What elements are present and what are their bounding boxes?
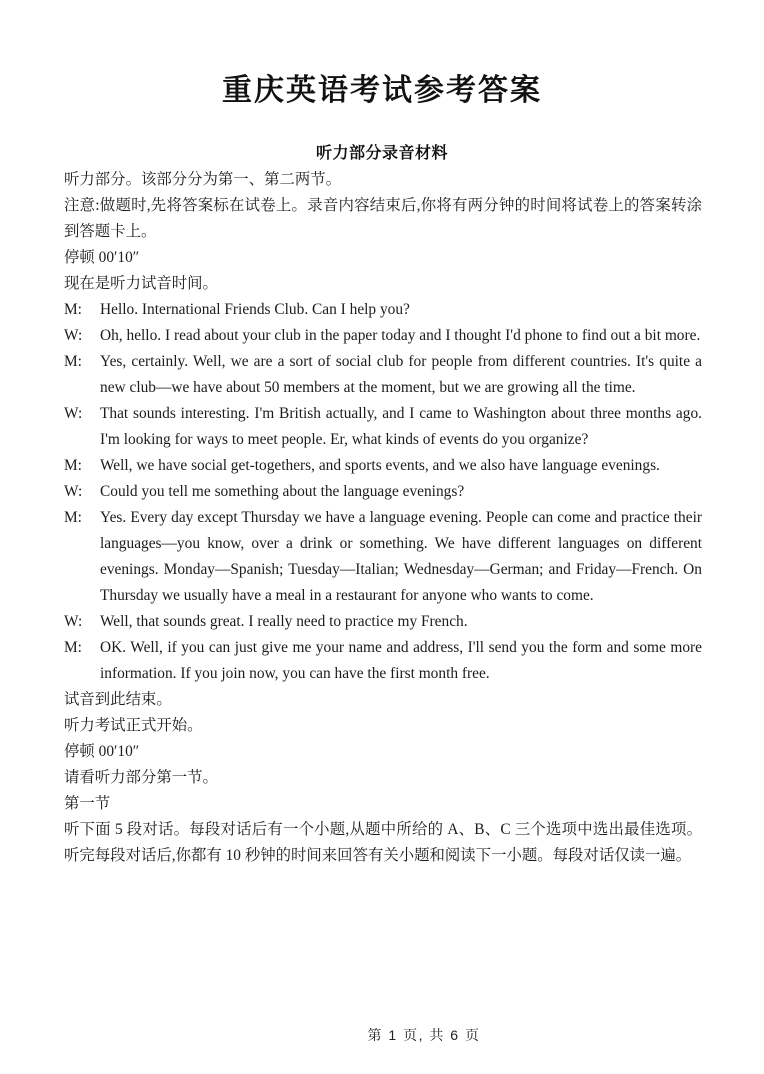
speaker-label: M: <box>64 457 82 474</box>
transcript-body <box>64 167 702 869</box>
dialogue-line <box>64 453 702 479</box>
speaker-label: M: <box>64 639 82 656</box>
instruction-text: 停顿 00′10″ <box>64 743 140 760</box>
dialogue-line <box>64 505 702 609</box>
page-title: 重庆英语考试参考答案 <box>222 74 542 107</box>
instruction-text: 听力考试正式开始。 <box>64 717 203 734</box>
speaker-label: M: <box>64 301 82 318</box>
instruction-text: 第一节 <box>64 795 111 812</box>
speaker-label: W: <box>64 613 83 630</box>
section-heading: 听力部分录音材料 <box>315 145 448 162</box>
speaker-label: W: <box>64 327 83 344</box>
instruction-line <box>64 687 702 713</box>
dialogue-line <box>64 635 702 687</box>
dialogue-line <box>64 401 702 453</box>
dialogue-text: That sounds interesting. I'm British actually, and I came to Washington about three months ago. I'm looking for ways to meet people. Er, what kinds of events do you organize? <box>100 405 702 448</box>
speaker-label: W: <box>64 405 83 422</box>
instruction-line <box>64 765 702 791</box>
dialogue-text: Oh, hello. I read about your club in the paper today and I thought I'd phone to find out a bit more. <box>100 327 701 344</box>
dialogue-line <box>64 349 702 401</box>
dialogue-text: Yes, certainly. Well, we are a sort of social club for people from different countries. It's quite a new club—we have about 50 members at the moment, but we are growing all the time. <box>100 353 702 396</box>
instruction-text: 试音到此结束。 <box>64 691 172 708</box>
instruction-text: 听力部分。该部分分为第一、第二两节。 <box>64 171 342 188</box>
dialogue-text: Well, that sounds great. I really need to practice my French. <box>100 613 468 630</box>
dialogue-line <box>64 297 702 323</box>
instruction-line <box>64 167 702 193</box>
instruction-line <box>64 271 702 297</box>
instruction-line <box>64 739 702 765</box>
speaker-label: M: <box>64 353 82 370</box>
instruction-line <box>64 817 702 869</box>
dialogue-text: OK. Well, if you can just give me your name and address, I'll send you the form and some more information. If you join now, you can have the first month free. <box>100 639 702 682</box>
dialogue-line <box>64 479 702 505</box>
instruction-text: 请看听力部分第一节。 <box>64 769 218 786</box>
page-footer: 第 1 页, 共 6 页 <box>367 1027 481 1043</box>
instruction-line <box>64 791 702 817</box>
instruction-text: 注意:做题时,先将答案标在试卷上。录音内容结束后,你将有两分钟的时间将试卷上的答案转涂到答题卡上。 <box>64 197 702 240</box>
speaker-label: W: <box>64 483 83 500</box>
speaker-label: M: <box>64 509 82 526</box>
instruction-text: 停顿 00′10″ <box>64 249 140 266</box>
dialogue-text: Yes. Every day except Thursday we have a language evening. People can come and practice their languages—you know, over a drink or something. We have different languages on different evenings. Monday—Spanish; Tuesday—Italian; Wednesday—German; and Friday—French. On Thursday we usually have a meal in a restaurant for anyone who wants to come. <box>100 509 702 604</box>
dialogue-line <box>64 323 702 349</box>
instruction-line <box>64 193 702 245</box>
instruction-line <box>64 245 702 271</box>
dialogue-text: Well, we have social get-togethers, and sports events, and we also have language evenings. <box>100 457 660 474</box>
instruction-text: 现在是听力试音时间。 <box>64 275 218 292</box>
dialogue-text: Could you tell me something about the language evenings? <box>100 483 465 500</box>
instruction-line <box>64 713 702 739</box>
dialogue-text: Hello. International Friends Club. Can I help you? <box>100 301 410 318</box>
instruction-text: 听下面 5 段对话。每段对话后有一个小题,从题中所给的 A、B、C 三个选项中选出最佳选项。听完每段对话后,你都有 10 秒钟的时间来回答有关小题和阅读下一小题。每段对话仅读一遍。 <box>64 821 702 864</box>
dialogue-line <box>64 609 702 635</box>
